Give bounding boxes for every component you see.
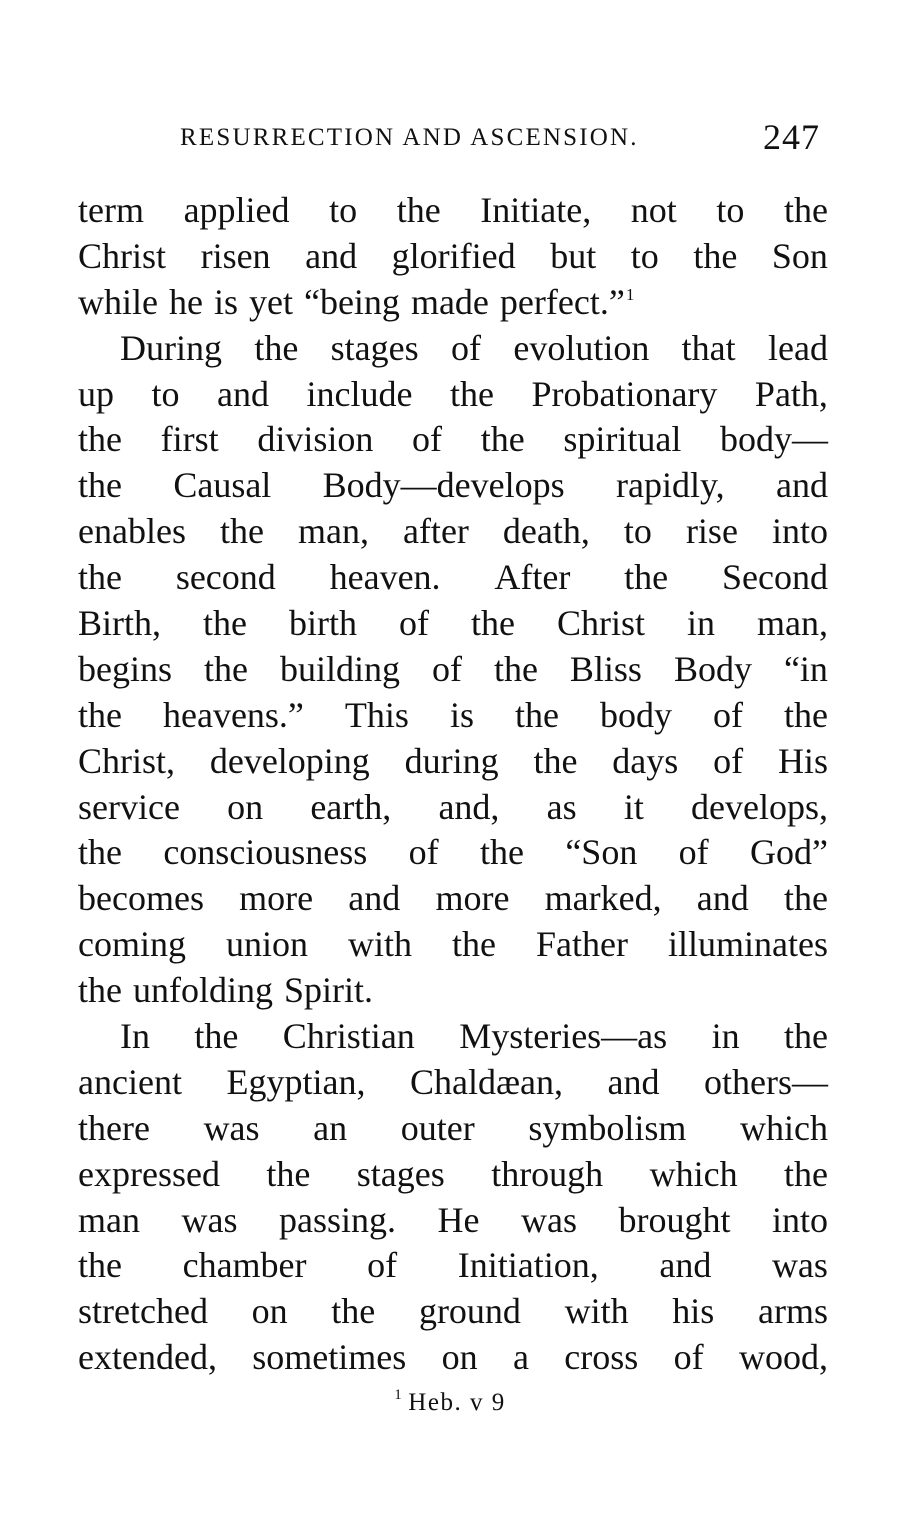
- word: of: [451, 327, 481, 368]
- word: spiritual: [563, 419, 682, 460]
- word: Birth,: [78, 603, 162, 644]
- word: to: [623, 511, 652, 552]
- word: wood,: [738, 1337, 828, 1378]
- word: with: [348, 924, 413, 965]
- word: stages: [356, 1153, 445, 1194]
- word: applied: [183, 190, 290, 230]
- word: building: [279, 648, 400, 689]
- word: but: [550, 235, 597, 276]
- word: Initiate,: [480, 190, 592, 230]
- word: with: [564, 1291, 629, 1332]
- word: evolution: [513, 327, 650, 368]
- word: the: [78, 832, 122, 873]
- word: passing.: [278, 1199, 396, 1240]
- word: of: [713, 740, 744, 781]
- word: the: [194, 1016, 239, 1057]
- word: the: [783, 878, 828, 919]
- word: chamber: [182, 1245, 307, 1286]
- text-line: [78, 785, 828, 831]
- word: Christ: [556, 603, 645, 644]
- word: on: [251, 1291, 288, 1332]
- word: Body—develops: [322, 465, 565, 506]
- footnote-reference: 1: [625, 284, 635, 304]
- word: the: [493, 648, 538, 689]
- word: the: [254, 327, 299, 368]
- text-line: [78, 372, 828, 418]
- word: birth: [289, 603, 357, 644]
- text-line: [78, 739, 828, 785]
- word: more: [239, 878, 314, 919]
- word: begins: [78, 648, 172, 689]
- word: after: [402, 511, 469, 552]
- word: the: [784, 1016, 828, 1057]
- word: Path,: [754, 373, 828, 414]
- word: Bliss: [569, 648, 642, 689]
- word: on: [227, 786, 264, 827]
- word: up: [78, 373, 114, 414]
- word: glorified: [391, 235, 516, 276]
- text-line: [78, 1289, 828, 1335]
- page-number: 247: [763, 117, 820, 157]
- word: first: [160, 419, 219, 460]
- word: as: [546, 786, 577, 827]
- word: Egyptian,: [226, 1061, 366, 1102]
- word: through: [491, 1153, 604, 1194]
- word: the: [624, 557, 669, 598]
- word: of: [399, 603, 429, 644]
- text-line: [78, 876, 828, 922]
- word: risen: [200, 235, 271, 276]
- text-line: [78, 280, 828, 326]
- word: lead: [768, 327, 828, 368]
- word: develops,: [691, 786, 828, 827]
- word: the: [78, 970, 122, 1011]
- word: an: [313, 1107, 348, 1148]
- word: it: [623, 786, 644, 827]
- word: in: [687, 603, 716, 644]
- word: Christian: [282, 1016, 415, 1057]
- word: others—: [703, 1061, 828, 1102]
- word: Father: [536, 924, 628, 965]
- word: of: [431, 648, 462, 689]
- word: to: [716, 190, 745, 230]
- word: the: [693, 235, 738, 276]
- word: perfect.”$^1$: [499, 281, 635, 322]
- word: was: [203, 1107, 260, 1148]
- word: yet: [248, 281, 293, 322]
- text-line: [78, 1060, 828, 1106]
- word: marked,: [544, 878, 662, 919]
- word: stretched: [78, 1291, 208, 1332]
- word: “being: [303, 281, 400, 322]
- word: consciousness: [163, 832, 368, 873]
- text-line: [78, 647, 828, 693]
- word: during: [404, 740, 499, 781]
- word: made: [410, 281, 489, 322]
- word: which: [649, 1153, 738, 1194]
- word: Spirit.: [283, 970, 373, 1011]
- word: the: [203, 603, 247, 644]
- text-line: [78, 417, 828, 463]
- body-text: [78, 188, 828, 1381]
- word: Body: [673, 648, 752, 689]
- word: into: [771, 511, 828, 552]
- word: a: [512, 1337, 529, 1378]
- word: the: [78, 1245, 122, 1286]
- word: the: [471, 603, 515, 644]
- text-line: [78, 326, 828, 372]
- word: illuminates: [667, 924, 828, 965]
- word: In: [120, 1016, 150, 1057]
- word: man,: [757, 603, 828, 644]
- text-line: [78, 509, 828, 555]
- word: and: [348, 878, 401, 919]
- word: Christ: [78, 235, 167, 276]
- text-line: [78, 601, 828, 647]
- word: man: [78, 1199, 140, 1240]
- word: “Son: [565, 832, 638, 873]
- word: the: [331, 1291, 376, 1332]
- word: division: [257, 419, 374, 460]
- word: body: [599, 694, 672, 735]
- word: the: [452, 924, 496, 965]
- word: arms: [757, 1291, 828, 1332]
- word: the: [78, 557, 122, 598]
- text-line: [78, 922, 828, 968]
- text-line: [78, 188, 828, 234]
- word: to: [329, 190, 358, 230]
- word: Chaldæan,: [409, 1061, 563, 1102]
- word: the: [514, 694, 559, 735]
- word: that: [681, 327, 736, 368]
- word: cross: [564, 1337, 639, 1378]
- word: the: [480, 832, 524, 873]
- word: he: [168, 281, 203, 322]
- word: God”: [750, 832, 828, 873]
- word: the: [203, 648, 248, 689]
- word: there: [78, 1107, 150, 1148]
- word: extended,: [78, 1337, 217, 1378]
- word: term: [78, 190, 144, 230]
- running-head: [180, 116, 820, 160]
- word: the: [783, 694, 828, 735]
- word: rapidly,: [615, 465, 725, 506]
- word: second: [175, 557, 276, 598]
- word: sometimes: [252, 1337, 407, 1378]
- word: Probationary: [531, 373, 718, 414]
- word: the: [219, 511, 264, 552]
- word: to: [151, 373, 180, 414]
- text-line: [78, 830, 828, 876]
- word: was: [520, 1199, 577, 1240]
- word: Christ,: [78, 740, 176, 781]
- word: of: [412, 419, 443, 460]
- word: and: [775, 465, 828, 506]
- word: symbolism: [528, 1107, 687, 1148]
- word: stages: [330, 327, 419, 368]
- word: Mysteries—as: [459, 1016, 668, 1057]
- word: the: [78, 694, 122, 735]
- word: the: [266, 1153, 311, 1194]
- footnote: [0, 1387, 900, 1417]
- text-line: [78, 1198, 828, 1244]
- word: During: [120, 327, 222, 368]
- word: and: [696, 878, 749, 919]
- word: developing: [209, 740, 370, 781]
- text-line: [78, 1335, 828, 1381]
- word: his: [672, 1291, 715, 1332]
- word: is: [449, 694, 474, 735]
- word: not: [630, 190, 677, 230]
- word: earth,: [310, 786, 392, 827]
- word: ancient: [78, 1061, 182, 1102]
- text-line: [78, 1152, 828, 1198]
- word: expressed: [78, 1153, 220, 1194]
- text-line: [78, 1106, 828, 1152]
- text-line: [78, 463, 828, 509]
- word: and: [659, 1245, 712, 1286]
- word: service: [78, 786, 180, 827]
- word: is: [213, 281, 238, 322]
- word: which: [739, 1107, 828, 1148]
- word: the: [784, 1153, 828, 1194]
- text-line: [78, 968, 828, 1014]
- word: the: [480, 419, 525, 460]
- word: and: [217, 373, 269, 414]
- word: was: [771, 1245, 828, 1286]
- word: more: [435, 878, 510, 919]
- word: to: [630, 235, 659, 276]
- text-line: [78, 555, 828, 601]
- word: After: [494, 557, 571, 598]
- word: Second: [721, 557, 828, 598]
- text-line: [78, 1014, 828, 1060]
- word: the: [783, 190, 828, 230]
- text-line: [78, 1243, 828, 1289]
- word: into: [771, 1199, 828, 1240]
- word: of: [678, 832, 709, 873]
- word: becomes: [78, 878, 204, 919]
- word: This: [344, 694, 409, 735]
- word: rise: [685, 511, 738, 552]
- word: enables: [78, 511, 186, 552]
- word: Initiation,: [457, 1245, 599, 1286]
- word: the: [78, 419, 122, 460]
- running-title: RESURRECTION AND ASCENSION.: [180, 124, 639, 151]
- word: while: [78, 281, 158, 322]
- footnote-marker: 1: [394, 1387, 404, 1403]
- word: heaven.: [329, 557, 441, 598]
- word: and: [607, 1061, 660, 1102]
- word: on: [441, 1337, 478, 1378]
- word: the: [78, 465, 122, 506]
- word: was: [181, 1199, 238, 1240]
- word: death,: [502, 511, 590, 552]
- word: and,: [438, 786, 500, 827]
- word: outer: [400, 1107, 475, 1148]
- word: the: [533, 740, 578, 781]
- word: in: [711, 1016, 740, 1057]
- word: Causal: [173, 465, 272, 506]
- word: heavens.”: [162, 694, 304, 735]
- word: ground: [418, 1291, 521, 1332]
- word: body—: [720, 419, 828, 460]
- footnote-text: Heb. v 9: [408, 1389, 506, 1416]
- word: He: [437, 1199, 480, 1240]
- word: His: [777, 740, 828, 781]
- word: brought: [618, 1199, 731, 1240]
- word: man,: [297, 511, 369, 552]
- word: union: [225, 924, 308, 965]
- word: days: [612, 740, 679, 781]
- word: of: [712, 694, 743, 735]
- word: of: [673, 1337, 704, 1378]
- word: and: [305, 235, 358, 276]
- word: the: [396, 190, 441, 230]
- text-line: [78, 234, 828, 280]
- word: coming: [78, 924, 186, 965]
- word: of: [367, 1245, 398, 1286]
- word: include: [306, 373, 413, 414]
- word: the: [449, 373, 494, 414]
- text-line: [78, 693, 828, 739]
- word: of: [408, 832, 439, 873]
- word: “in: [783, 648, 828, 689]
- word: unfolding: [132, 970, 273, 1011]
- word: Son: [771, 235, 828, 276]
